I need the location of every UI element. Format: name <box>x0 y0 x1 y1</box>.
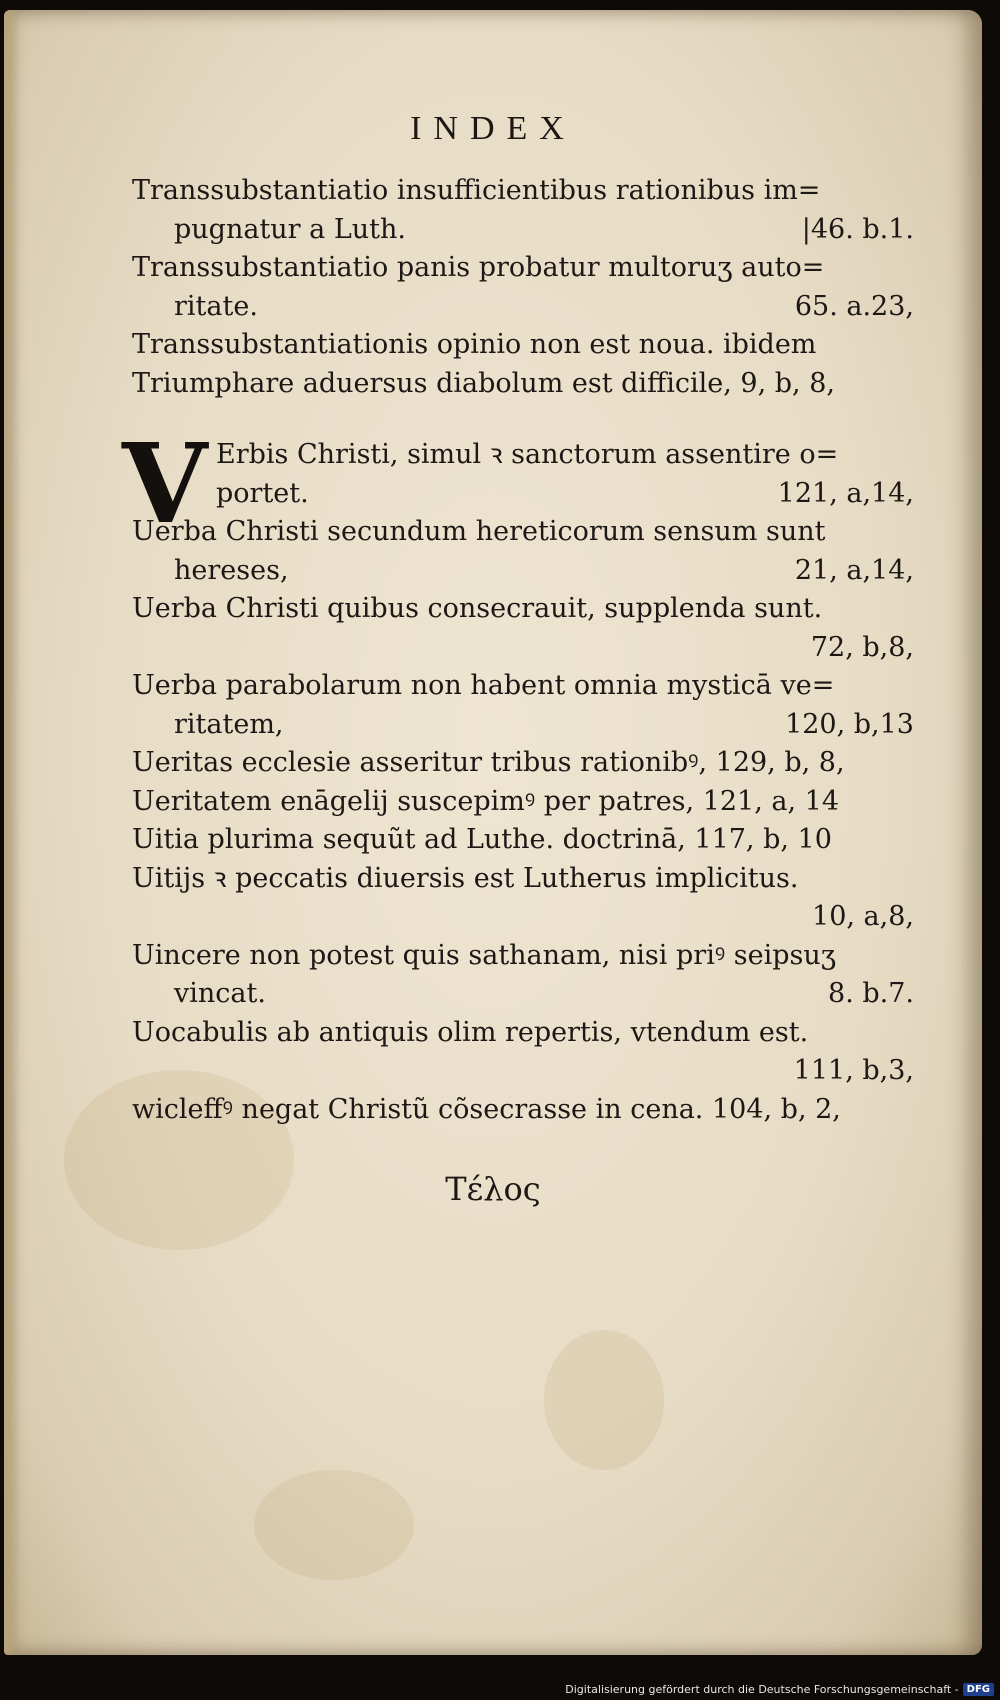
drop-cap-initial: V <box>122 419 208 548</box>
paper-stain <box>544 1330 664 1470</box>
entry-line <box>132 552 914 591</box>
index-entry <box>132 172 914 249</box>
entry-reference: 111, b,3, <box>793 1055 914 1086</box>
running-head: INDEX <box>410 110 576 147</box>
index-entry <box>132 821 914 860</box>
entry-reference: 21, a,14, <box>794 554 914 586</box>
entry-reference: 72, b,8, <box>810 631 914 663</box>
entry-line-text: ritatem, <box>174 708 284 740</box>
section-gap <box>132 403 914 436</box>
entry-reference: 8. b.7. <box>828 978 914 1009</box>
index-entry <box>132 744 914 783</box>
entry-line-text: Uitia plurima sequũt ad Luthe. doctrinā, 117, b, 10 <box>132 824 832 855</box>
index-entry <box>132 667 914 744</box>
index-group-v <box>132 513 914 1129</box>
entry-reference: 120, b,13 <box>785 708 914 740</box>
entry-line <box>132 975 914 1014</box>
finis-ornament: Τέλος <box>445 1170 541 1208</box>
book-page <box>4 10 982 1655</box>
index-group-t <box>132 172 914 403</box>
entry-line <box>132 288 914 327</box>
index-entry <box>132 860 914 937</box>
entry-line <box>132 629 914 668</box>
footer-credit: Digitalisierung gefördert durch die Deutsche Forschungsgemeinschaft - <box>565 1683 959 1696</box>
entry-reference: 10, a,8, <box>812 901 914 932</box>
entry-line-text: Uerba parabolarum non habent omnia mysticā ve= <box>132 670 835 701</box>
entry-reference: 65. a.23, <box>794 290 914 322</box>
page-gutter-shadow <box>4 10 20 1655</box>
entry-line-text: Transsubstantiatio panis probatur multoruʒ auto= <box>132 252 825 283</box>
entry-line-text: portet. <box>216 477 309 509</box>
entry-reference: 121, a,14, <box>777 477 914 509</box>
entry-line <box>132 365 914 404</box>
entry-line <box>132 744 914 783</box>
entry-line-text: Uerba Christi secundum hereticorum sensum sunt <box>132 516 826 547</box>
entry-line <box>132 860 914 899</box>
entry-line: Erbis Christi, simul ꝛ sanctorum assentire o= <box>216 439 839 470</box>
entry-line <box>132 326 914 365</box>
entry-line <box>132 1091 914 1130</box>
index-entry <box>132 365 914 404</box>
entry-line-text: wicleffꝰ negat Christũ cõsecrasse in cena. 104, b, 2, <box>132 1093 841 1125</box>
entry-line <box>132 249 914 288</box>
index-entry <box>132 783 914 822</box>
entry-line-text: hereses, <box>174 554 289 586</box>
index-entries <box>122 172 914 1129</box>
entry-line-text: Uerba Christi quibus consecrauit, supplenda sunt. <box>132 593 823 624</box>
dfg-logo-icon: DFG <box>963 1683 994 1696</box>
index-entry <box>132 937 914 1014</box>
index-entry <box>132 1014 914 1091</box>
entry-line <box>132 1014 914 1053</box>
index-entry <box>132 1091 914 1130</box>
entry-line-text: Uincere non potest quis sathanam, nisi priꝰ seipsuʒ <box>132 939 836 971</box>
entry-line <box>132 590 914 629</box>
index-entry <box>132 513 914 590</box>
entry-line-text: vincat. <box>174 978 266 1009</box>
entry-line <box>132 667 914 706</box>
digitization-footer <box>565 1683 994 1696</box>
entry-line <box>132 821 914 860</box>
entry-line-text: Uitijs ꝛ peccatis diuersis est Lutherus implicitus. <box>132 862 799 894</box>
index-entry <box>132 326 914 365</box>
entry-line-text: Uocabulis ab antiquis olim repertis, vtendum est. <box>132 1016 809 1048</box>
entry-line <box>132 898 914 937</box>
entry-line <box>132 172 914 211</box>
entry-line-text: Transsubstantiatio insufficientibus rationibus im= <box>132 175 821 206</box>
index-entry <box>132 249 914 326</box>
entry-line-text: pugnatur a Luth. <box>174 213 406 245</box>
entry-reference: |46. b.1. <box>801 213 914 245</box>
entry-line-text: Ueritas ecclesie asseritur tribus rationibꝰ, 129, b, 8, <box>132 747 845 778</box>
entry-line <box>132 783 914 822</box>
entry-line <box>132 706 914 745</box>
index-entry <box>132 590 914 667</box>
entry-line-text: Ueritatem enāgelij suscepimꝰ per patres, 121, a, 14 <box>132 785 840 817</box>
entry-line <box>132 937 914 976</box>
entry-line <box>132 475 914 514</box>
entry-line <box>132 211 914 250</box>
entry-line-text: Transsubstantiationis opinio non est noua. ibidem <box>132 329 817 360</box>
entry-line-text: ritate. <box>174 290 258 322</box>
entry-line <box>132 1052 914 1091</box>
paper-stain <box>254 1470 414 1580</box>
entry-line <box>132 513 914 552</box>
entry-line-text: Triumphare aduersus diabolum est difficile, 9, b, 8, <box>132 367 835 399</box>
